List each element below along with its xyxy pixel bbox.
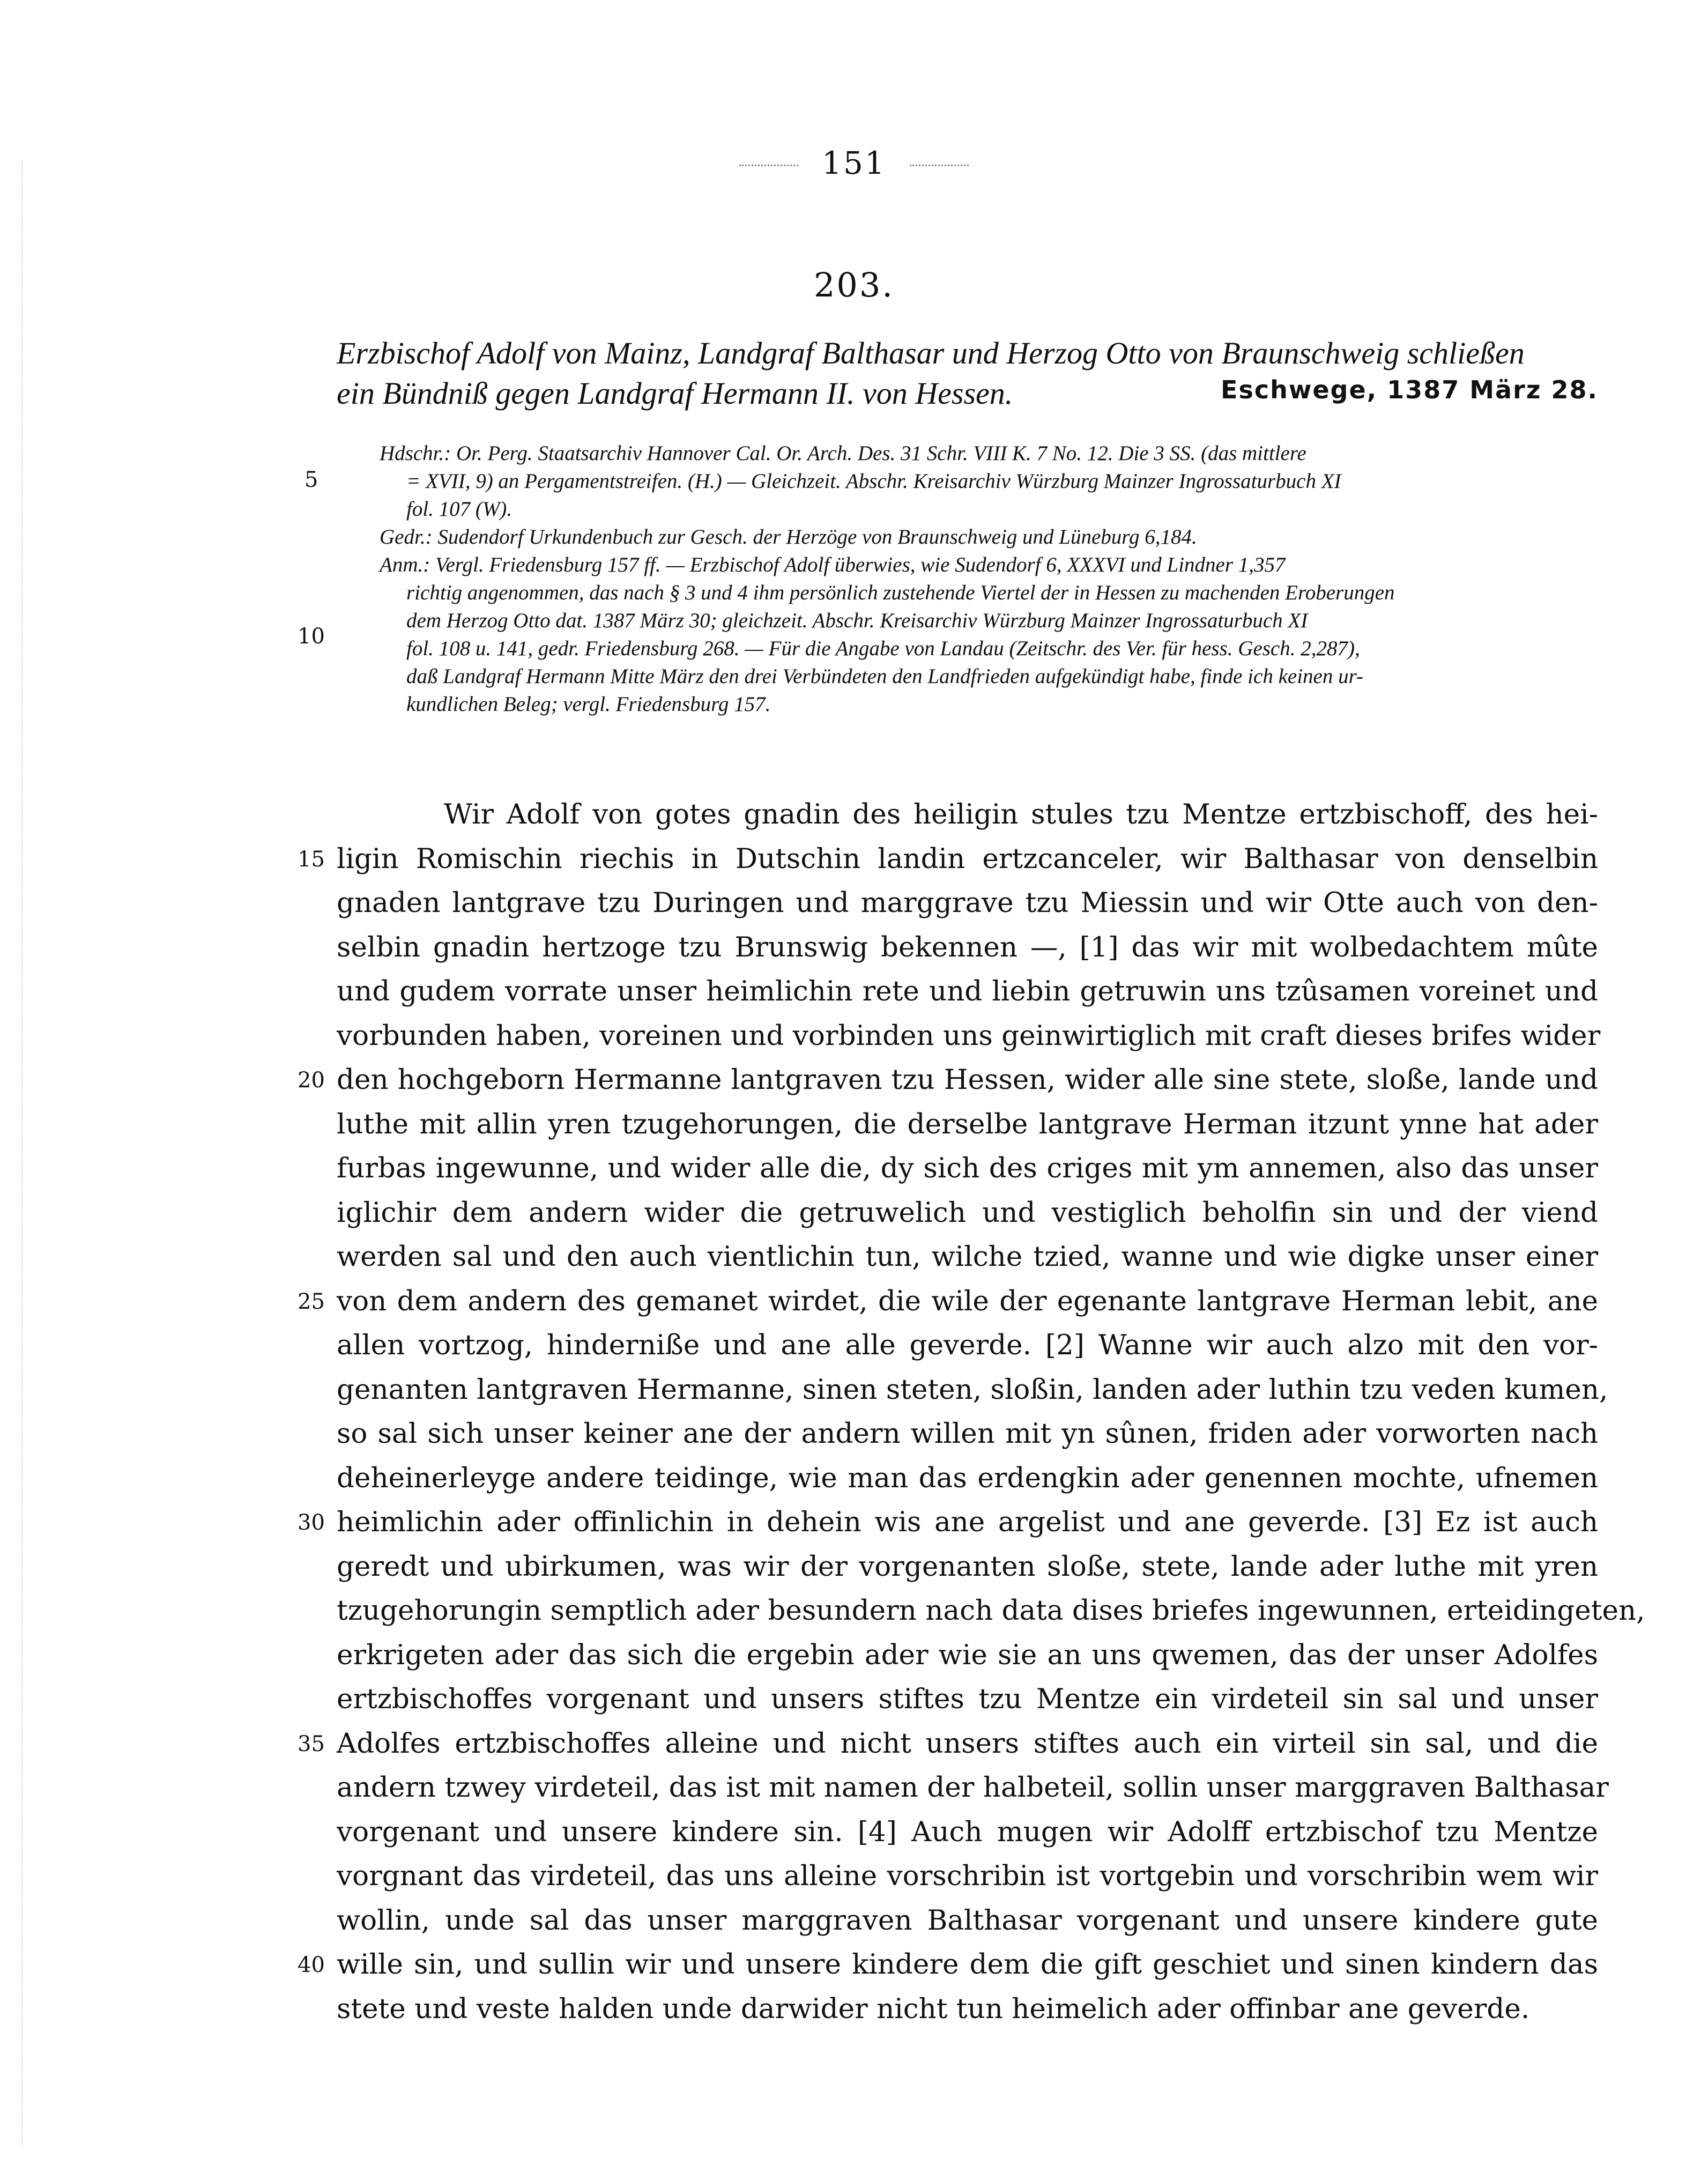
- text-line: und gudem vorrate unser heimlichin rete und liebin getruwin uns tzûsamen voreinet und: [337, 975, 1598, 1007]
- text-line: selbin gnadin hertzoge tzu Brunswig bekennen —, [1] das wir mit wolbedachtem mûte: [337, 931, 1598, 963]
- text-line: den hochgeborn Hermanne lantgraven tzu Hessen, wider alle sine stete, sloße, lande und: [337, 1064, 1598, 1096]
- line-number: 10: [298, 624, 325, 649]
- text-line: so sal sich unser keiner ane der andern willen mit yn sûnen, friden ader vorworten nach: [337, 1418, 1598, 1450]
- text-line: iglichir dem andern wider die getruwelich und vestiglich beholfin sin und der viend: [337, 1196, 1598, 1229]
- text-line: erkrigeten ader das sich die ergebin ader wie sie an uns qwemen, das der unser Adolfes: [337, 1638, 1598, 1671]
- page-number-dash-right: [910, 165, 969, 166]
- text-line: genanten lantgraven Hermanne, sinen steten, sloßin, landen ader luthin tzu veden kumen,: [337, 1373, 1608, 1406]
- line-number: 5: [305, 468, 318, 492]
- page-number-dash-left: [739, 165, 798, 166]
- text-line: Adolfes ertzbischoffes alleine und nicht unsers stiftes auch ein virteil sin sal, und die: [337, 1727, 1598, 1760]
- text-line: ertzbischoffes vorgenant und unsers stiftes tzu Mentze ein virdeteil sin sal und unser: [337, 1683, 1598, 1715]
- apparatus-line: Gedr.: Sudendorf Urkundenbuch zur Gesch. der Herzöge von Braunschweig und Lüneburg 6,184.: [380, 525, 1197, 548]
- text-line: Wir Adolf von gotes gnadin des heiligin stules tzu Mentze ertzbischoff, des hei-: [444, 798, 1598, 831]
- text-line: allen vortzog, hinderniße und ane alle geverde. [2] Wanne wir auch alzo mit den vor-: [337, 1329, 1598, 1361]
- text-line: vorgenant und unsere kindere sin. [4] Auch mugen wir Adolff ertzbischof tzu Mentze: [337, 1815, 1598, 1848]
- document-body-text: [337, 792, 1645, 2031]
- text-line: von dem andern des gemanet wirdet, die wile der egenante lantgrave Herman lebit, ane: [337, 1285, 1598, 1317]
- text-line: vorbunden haben, voreinen und vorbinden uns geinwirtiglich mit craft dieses brifes wider: [337, 1019, 1601, 1052]
- line-number: 35: [298, 1732, 325, 1756]
- apparatus-line: fol. 107 (W).: [406, 498, 513, 521]
- line-number: 40: [298, 1953, 325, 1977]
- text-line: andern tzwey virdeteil, das ist mit namen der halbeteil, sollin unser marggraven Balthasar: [337, 1771, 1609, 1804]
- text-line: luthe mit allin yren tzugehorungen, die derselbe lantgrave Herman itzunt ynne hat ader: [337, 1108, 1598, 1140]
- apparatus-line: daß Landgraf Hermann Mitte März den drei Verbündeten den Landfrieden aufgekündigt habe, finde ich keinen ur-: [406, 665, 1363, 688]
- line-number: 20: [298, 1068, 325, 1093]
- regest-line-1: Erzbischof Adolf von Mainz, Landgraf Balthasar und Herzog Otto von Braunschweig schließen: [337, 336, 1525, 370]
- apparatus-line: Anm.: Vergl. Friedensburg 157 ff. — Erzbischof Adolf überwies, wie Sudendorf 6, XXXVI und Lindner 1,357: [380, 553, 1286, 576]
- document-number: 203.: [813, 265, 895, 305]
- text-line: geredt und ubirkumen, was wir der vorgenanten sloße, stete, lande ader luthe mit yren: [337, 1550, 1598, 1583]
- text-line: stete und veste halden unde darwider nicht tun heimelich ader offinbar ane geverde.: [337, 1992, 1530, 2025]
- line-number: 30: [298, 1510, 325, 1535]
- text-line: gnaden lantgrave tzu Duringen und marggrave tzu Miessin und wir Otte auch von den-: [337, 887, 1598, 919]
- text-line: heimlichin ader offinlichin in dehein wis ane argelist und ane geverde. [3] Ez ist auch: [337, 1506, 1598, 1538]
- page-number: [0, 145, 1708, 181]
- apparatus-line: = XVII, 9) an Pergamentstreifen. (H.) — Gleichzeit. Abschr. Kreisarchiv Würzburg Mainzer Ingrossaturbuch XI: [406, 470, 1341, 493]
- text-line: vorgnant das virdeteil, das uns alleine vorschribin ist vortgebin und vorschribin wem wir: [337, 1860, 1598, 1892]
- text-line: deheinerleyge andere teidinge, wie man das erdengkin ader genennen mochte, ufnemen: [337, 1462, 1598, 1494]
- text-line: tzugehorungin semptlich ader besundern nach data dises briefes ingewunnen, erteidingeten,: [337, 1595, 1645, 1627]
- critical-apparatus: [380, 440, 1602, 718]
- apparatus-line: kundlichen Beleg; vergl. Friedensburg 157.: [406, 693, 771, 716]
- scan-margin-artifact: [21, 161, 23, 2145]
- apparatus-line: fol. 108 u. 141, gedr. Friedensburg 268. — Für die Angabe von Landau (Zeitschr. des Ver. für hess. Gesch. 2,287),: [406, 637, 1360, 660]
- regest-line-2: ein Bündniß gegen Landgraf Hermann II. von Hessen.: [337, 376, 1013, 411]
- text-line: wille sin, und sullin wir und unsere kindere dem die gift geschiet und sinen kindern das: [337, 1948, 1598, 1981]
- apparatus-line: Hdschr.: Or. Perg. Staatsarchiv Hannover Cal. Or. Arch. Des. 31 Schr. VIII K. 7 No. 12. Die 3 SS. (das mittlere: [380, 442, 1306, 465]
- text-line: wollin, unde sal das unser marggraven Balthasar vorgenant und unsere kindere gute: [337, 1904, 1598, 1937]
- page-number-text: 151: [822, 145, 886, 181]
- text-line: werden sal und den auch vientlichin tun, wilche tzied, wanne und wie digke unser einer: [337, 1241, 1598, 1273]
- apparatus-line: richtig angenommen, das nach § 3 und 4 ihm persönlich zustehende Viertel der in Hessen zu machenden Eroberungen: [406, 581, 1395, 604]
- apparatus-line: dem Herzog Otto dat. 1387 März 30; gleichzeit. Abschr. Kreisarchiv Würzburg Mainzer Ingrossaturbuch XI: [406, 609, 1308, 632]
- line-number: 15: [298, 847, 325, 872]
- document-date: Eschwege, 1387 März 28.: [1221, 375, 1598, 404]
- text-line: furbas ingewunne, und wider alle die, dy sich des criges mit ym annemen, also das unser: [337, 1152, 1598, 1184]
- line-number: 25: [298, 1289, 325, 1314]
- text-line: ligin Romischin riechis in Dutschin landin ertzcanceler, wir Balthasar von denselbin: [337, 842, 1598, 875]
